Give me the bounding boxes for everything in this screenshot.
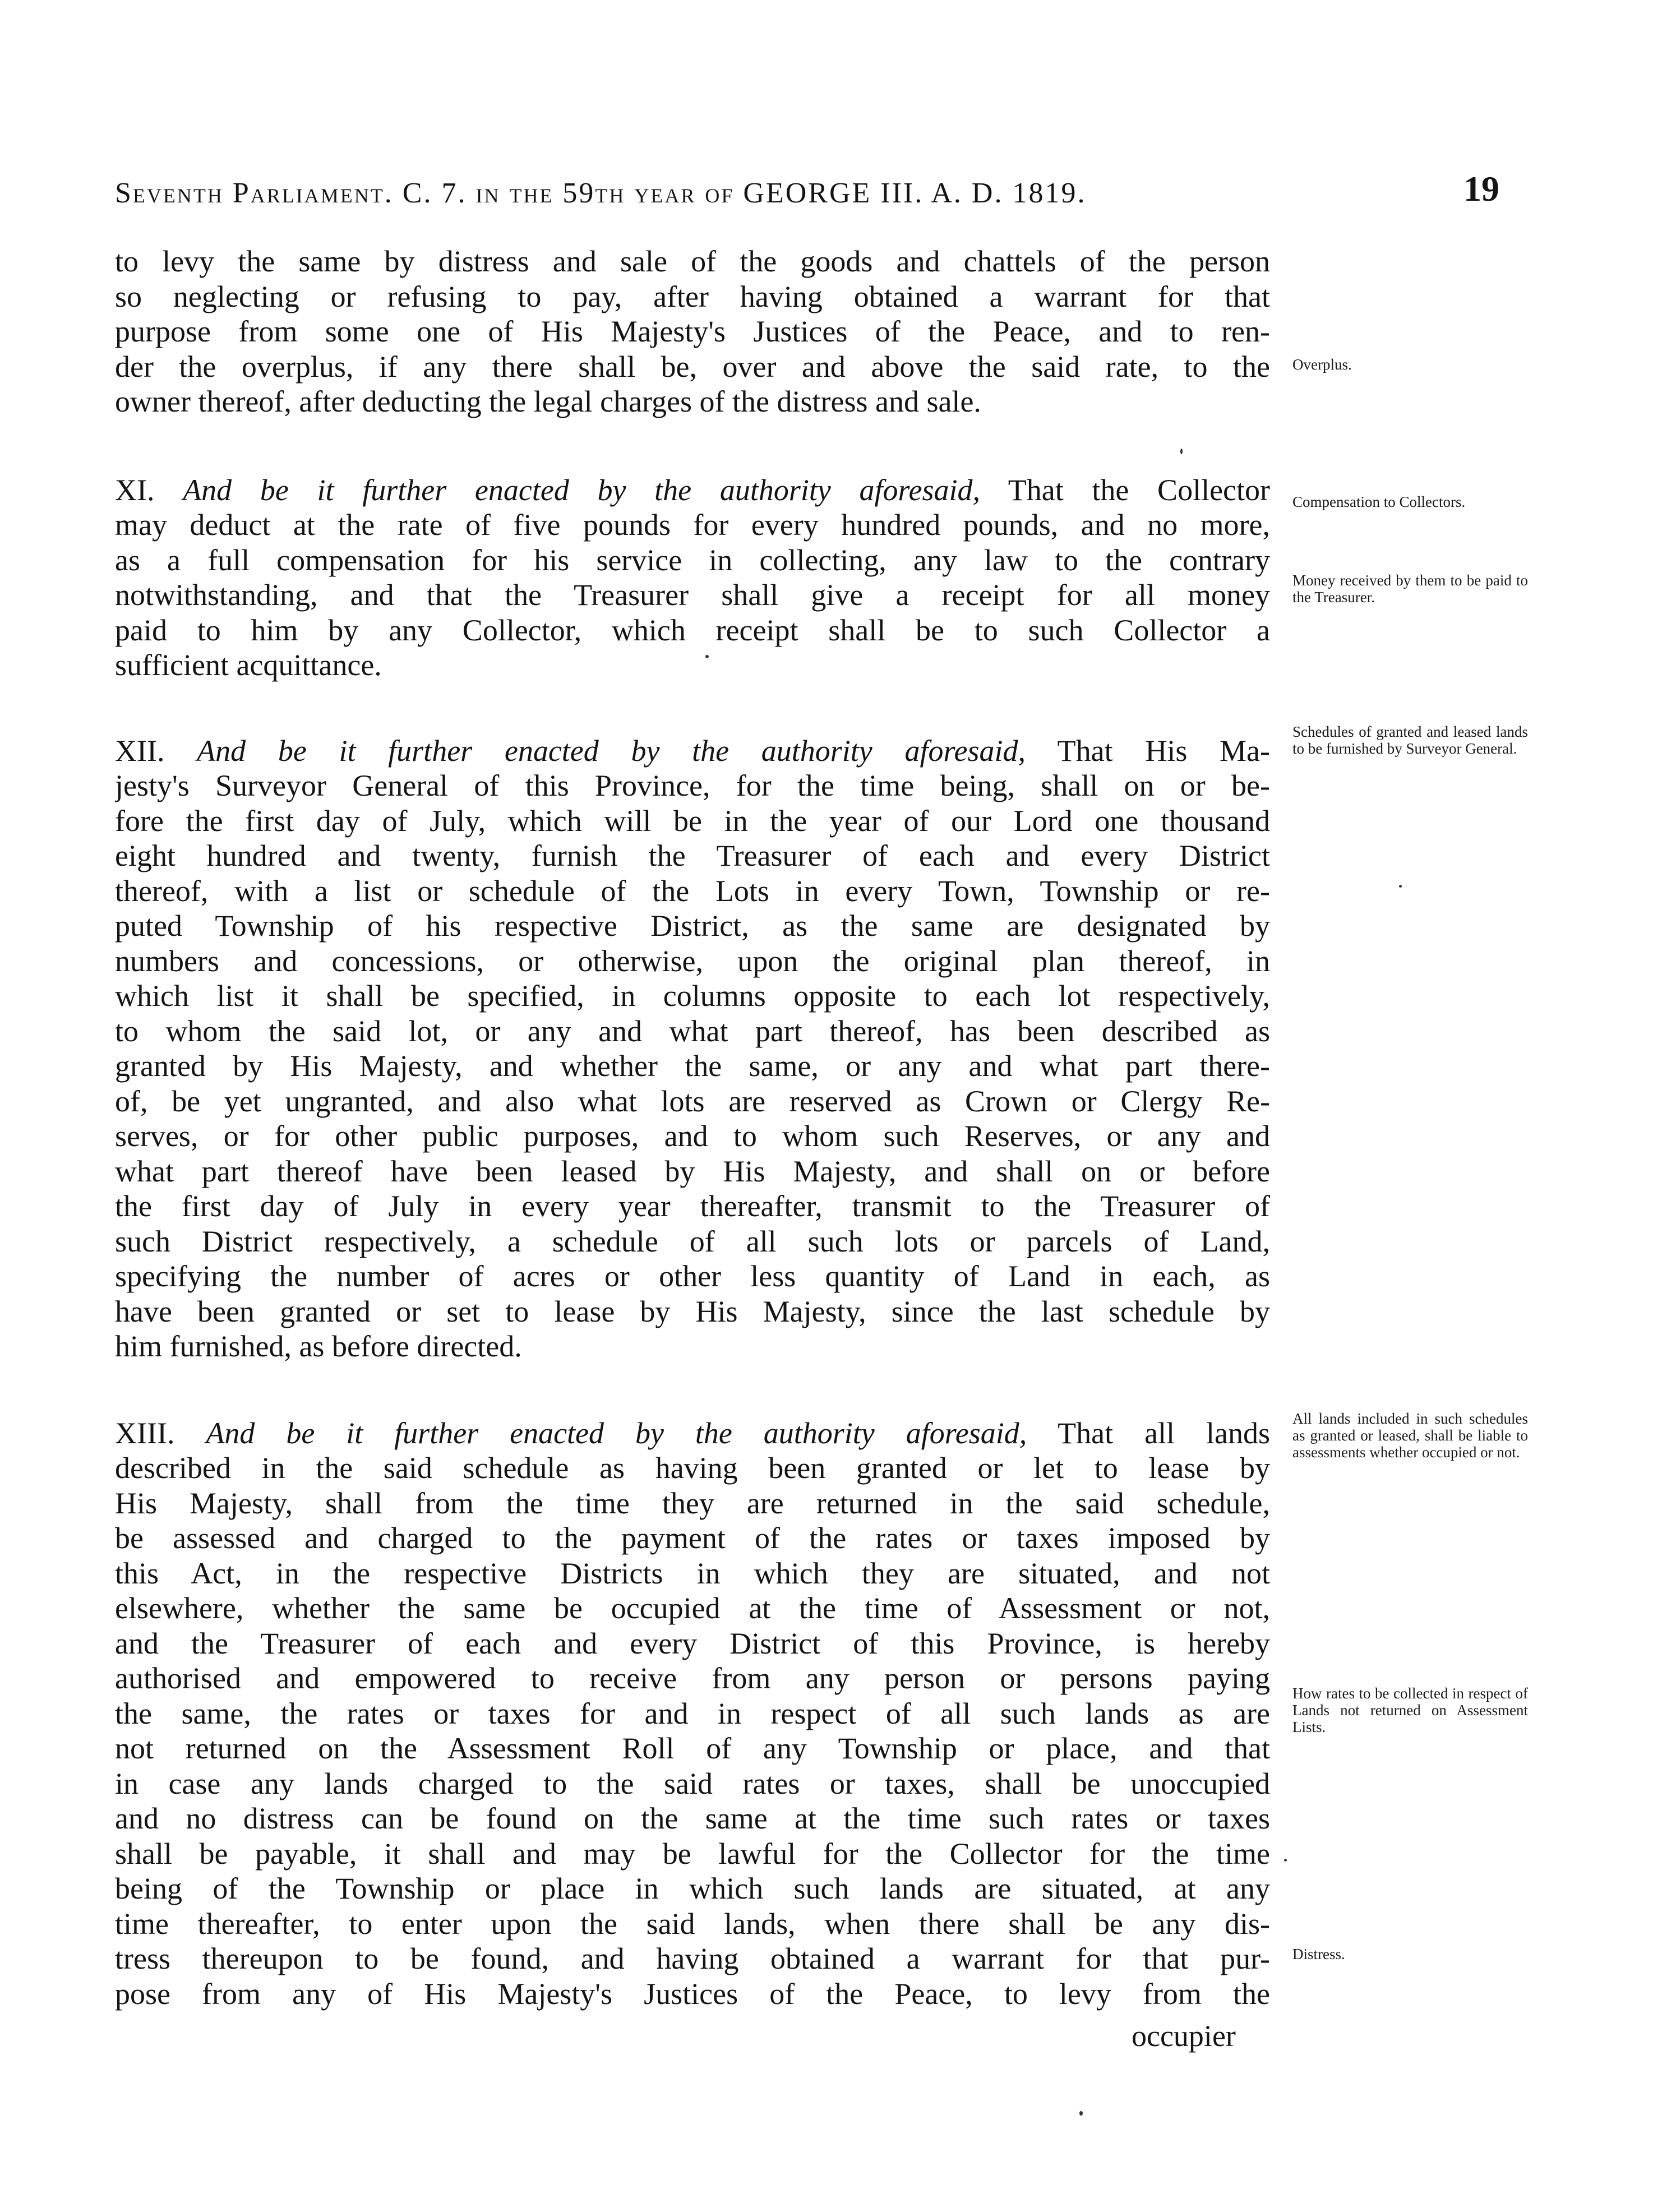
text-line: owner thereof, after deducting the legal charges of the distress and sale. — [115, 385, 981, 418]
text-line: authorised and empowered to receive from any person or persons paying — [115, 1661, 1270, 1695]
margin-note-all-lands: All lands included in such schedules as granted or leased, shall be liable to assessments whether occupied or not. — [1292, 1410, 1528, 1461]
text-line: notwithstanding, and that the Treasurer shall give a receipt for all money — [115, 578, 1270, 612]
text-line: granted by His Majesty, and whether the same, or any and what part there- — [115, 1049, 1270, 1083]
text-line: as a full compensation for his service in collecting, any law to the contrary — [115, 543, 1270, 577]
text-line: thereof, with a list or schedule of the Lots in every Town, Township or re- — [115, 874, 1270, 908]
text-line: numbers and concessions, or otherwise, upon the original plan thereof, in — [115, 944, 1270, 978]
text-line: may deduct at the rate of five pounds for every hundred pounds, and no more, — [115, 508, 1270, 542]
text-line: what part thereof have been leased by His Majesty, and shall on or before — [115, 1154, 1270, 1188]
text-line: eight hundred and twenty, furnish the Treasurer of each and every District — [115, 839, 1270, 872]
text-line: der the overplus, if any there shall be, over and above the said rate, to the — [115, 349, 1270, 384]
text-line: pose from any of His Majesty's Justices of the Peace, to levy from the — [115, 1977, 1270, 2011]
margin-note-compensation: Compensation to Collectors. — [1292, 493, 1466, 510]
text-line: be assessed and charged to the payment of the rates or taxes imposed by — [115, 1521, 1270, 1555]
text-line: not returned on the Assessment Roll of any Township or place, and that — [115, 1731, 1270, 1765]
paragraph-continuation — [115, 244, 1270, 419]
text-line: puted Township of his respective District, as the same are designated by — [115, 909, 1270, 943]
text-line: in case any lands charged to the said rates or taxes, shall be unoccupied — [115, 1766, 1270, 1800]
margin-note-how-rates: How rates to be collected in respect of Lands not returned on Assessment Lists. — [1292, 1685, 1528, 1735]
text-line: specifying the number of acres or other less quantity of Land in each, as — [115, 1259, 1270, 1293]
text-line: the same, the rates or taxes for and in respect of all such lands as are — [115, 1696, 1270, 1730]
text-line: being of the Township or place in which such lands are situated, at any — [115, 1872, 1270, 1905]
scan-speck — [705, 655, 709, 658]
scan-speck — [1079, 2111, 1083, 2116]
section-heading-line: XI. And be it further enacted by the authority aforesaid, That the Collector — [115, 473, 1270, 507]
text-line: to levy the same by distress and sale of the goods and chattels of the person — [115, 244, 1270, 278]
running-head — [115, 177, 1360, 210]
section-heading-line: XII. And be it further enacted by the authority aforesaid, That His Ma- — [115, 733, 1270, 768]
text-line: and no distress can be found on the same at the time such rates or taxes — [115, 1802, 1270, 1835]
enacting-clause: And be it further enacted by the authority aforesaid, — [183, 473, 981, 507]
text-line: fore the first day of July, which will be in the year of our Lord one thousand — [115, 803, 1270, 838]
margin-note-money-received: Money received by them to be paid to the Treasurer. — [1292, 572, 1528, 606]
text-line: sufficient acquittance. — [115, 648, 382, 682]
text-line: described in the said schedule as having been granted or let to lease by — [115, 1451, 1270, 1485]
margin-note-distress: Distress. — [1292, 1946, 1345, 1962]
text-line: such District respectively, a schedule of all such lots or parcels of Land, — [115, 1224, 1270, 1258]
text-line: have been granted or set to lease by His Majesty, since the last schedule by — [115, 1294, 1270, 1328]
scan-speck — [1180, 449, 1183, 454]
enacting-clause: And be it further enacted by the authority aforesaid, — [206, 1416, 1027, 1450]
margin-note-schedules: Schedules of granted and leased lands to be furnished by Surveyor General. — [1292, 723, 1528, 757]
enacting-clause: And be it further enacted by the authority aforesaid, — [197, 733, 1026, 768]
text-line: shall be payable, it shall and may be lawful for the Collector for the time — [115, 1836, 1270, 1871]
paragraph-section-xii — [115, 733, 1270, 1364]
margin-note-overplus: Overplus. — [1292, 356, 1352, 373]
text-line: tress thereupon to be found, and having obtained a warrant for that pur- — [115, 1942, 1270, 1975]
paragraph-section-xiii — [115, 1416, 1270, 2012]
text-line: elsewhere, whether the same be occupied at the time of Assessment or not, — [115, 1591, 1270, 1625]
text-line: His Majesty, shall from the time they are returned in the said schedule, — [115, 1486, 1270, 1520]
text-line: this Act, in the respective Districts in which they are situated, and not — [115, 1556, 1270, 1590]
text-line: time thereafter, to enter upon the said lands, when there shall be any dis- — [115, 1906, 1270, 1941]
text-line: so neglecting or refusing to pay, after having obtained a warrant for that — [115, 279, 1270, 313]
text-line: paid to him by any Collector, which receipt shall be to such Collector a — [115, 613, 1270, 647]
body-text — [115, 244, 1270, 2011]
text-line: jesty's Surveyor General of this Province, for the time being, shall on or be- — [115, 769, 1270, 802]
page-number: 19 — [1463, 169, 1499, 209]
text-line: of, be yet ungranted, and also what lots are reserved as Crown or Clergy Re- — [115, 1084, 1270, 1118]
text-line: and the Treasurer of each and every District of this Province, is hereby — [115, 1626, 1270, 1660]
text-line: to whom the said lot, or any and what part thereof, has been described as — [115, 1014, 1270, 1048]
text-line: purpose from some one of His Majesty's Justices of the Peace, and to ren- — [115, 315, 1270, 348]
text-line: serves, or for other public purposes, and to whom such Reserves, or any and — [115, 1119, 1270, 1153]
text-line: which list it shall be specified, in columns opposite to each lot respectively, — [115, 979, 1270, 1013]
text-line: the first day of July in every year thereafter, transmit to the Treasurer of — [115, 1189, 1270, 1223]
running-head-text: Seventh Parliament. C. 7. in the 59th year of GEORGE III. A. D. 1819. — [115, 177, 1087, 209]
section-heading-line: XIII. And be it further enacted by the authority aforesaid, That all lands — [115, 1416, 1270, 1450]
catchword: occupier — [1132, 2019, 1236, 2053]
text-line: him furnished, as before directed. — [115, 1329, 522, 1363]
scan-speck — [1284, 1859, 1287, 1862]
paragraph-section-xi — [115, 473, 1270, 683]
scan-speck — [1399, 885, 1402, 888]
